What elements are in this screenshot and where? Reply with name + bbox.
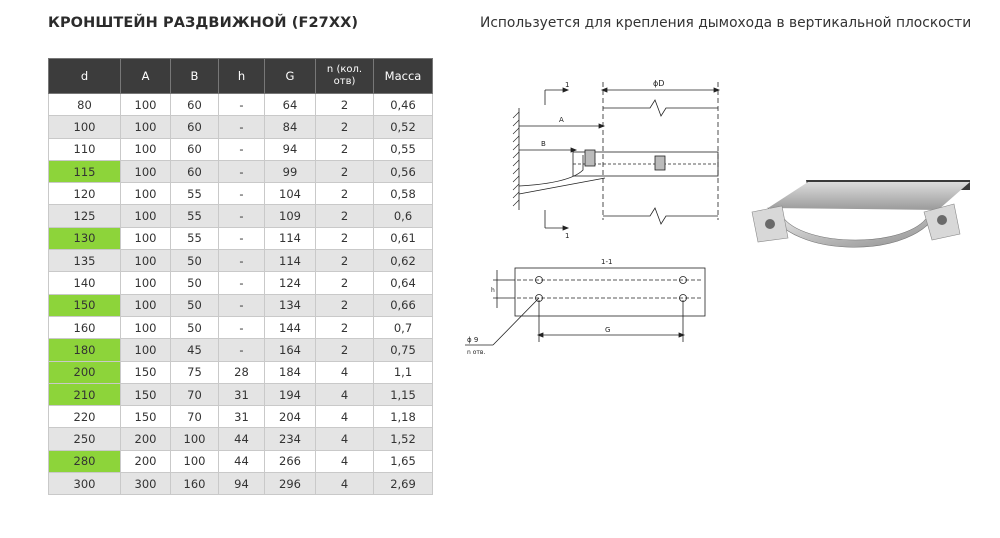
photo-top-surface: [768, 182, 970, 210]
cell-h: 28: [219, 361, 265, 383]
cell-mass: 0,46: [374, 94, 433, 116]
table-row: [49, 428, 433, 450]
label-n-holes: n отв.: [467, 349, 486, 356]
wall-hatch: [513, 112, 519, 206]
cell-n: 2: [316, 294, 374, 316]
cell-g: 114: [265, 227, 316, 249]
table-row: [49, 294, 433, 316]
cell-a: 100: [121, 205, 171, 227]
cell-n: 2: [316, 160, 374, 182]
cell-g: 64: [265, 94, 316, 116]
page-subtitle: Используется для крепления дымохода в вертикальной плоскости: [480, 15, 972, 31]
cell-mass: 1,65: [374, 450, 433, 472]
cell-d: 125: [49, 205, 121, 227]
cell-n: 4: [316, 361, 374, 383]
break-line-top: [603, 100, 718, 116]
cell-mass: 0,56: [374, 160, 433, 182]
label-b: B: [541, 140, 546, 148]
cell-mass: 0,64: [374, 272, 433, 294]
cell-n: 2: [316, 250, 374, 272]
cell-a: 100: [121, 294, 171, 316]
cell-d: 300: [49, 473, 121, 495]
cell-a: 100: [121, 116, 171, 138]
cell-a: 200: [121, 428, 171, 450]
cell-mass: 0,75: [374, 339, 433, 361]
cell-h: 31: [219, 406, 265, 428]
cell-g: 99: [265, 160, 316, 182]
cell-d: 115: [49, 160, 121, 182]
cell-mass: 0,58: [374, 183, 433, 205]
spec-table: [48, 58, 433, 495]
cell-a: 100: [121, 250, 171, 272]
table-row: [49, 227, 433, 249]
cell-h: -: [219, 205, 265, 227]
cell-a: 150: [121, 383, 171, 405]
cell-b: 60: [171, 94, 219, 116]
label-g: G: [605, 326, 611, 334]
col-header-d: d: [49, 59, 121, 94]
cell-mass: 1,15: [374, 383, 433, 405]
cell-b: 55: [171, 205, 219, 227]
table-row: [49, 361, 433, 383]
cell-b: 50: [171, 294, 219, 316]
cell-g: 234: [265, 428, 316, 450]
cell-g: 164: [265, 339, 316, 361]
cell-g: 104: [265, 183, 316, 205]
cell-b: 60: [171, 160, 219, 182]
cell-mass: 1,1: [374, 361, 433, 383]
cell-a: 100: [121, 272, 171, 294]
table-row: [49, 116, 433, 138]
cell-n: 4: [316, 383, 374, 405]
cell-mass: 0,62: [374, 250, 433, 272]
cell-n: 4: [316, 406, 374, 428]
cell-h: -: [219, 94, 265, 116]
cell-d: 135: [49, 250, 121, 272]
cell-a: 100: [121, 160, 171, 182]
cell-b: 55: [171, 227, 219, 249]
cell-n: 4: [316, 450, 374, 472]
col-header-a: A: [121, 59, 171, 94]
cell-b: 50: [171, 250, 219, 272]
table-row: [49, 316, 433, 338]
hole-leader: [493, 298, 539, 345]
table-row: [49, 250, 433, 272]
bracket-drawing: [455, 60, 735, 370]
table-row: [49, 272, 433, 294]
cell-g: 296: [265, 473, 316, 495]
cell-g: 194: [265, 383, 316, 405]
cell-n: 2: [316, 339, 374, 361]
table-row: [49, 406, 433, 428]
cell-d: 280: [49, 450, 121, 472]
cell-b: 75: [171, 361, 219, 383]
cell-b: 50: [171, 316, 219, 338]
cell-d: 150: [49, 294, 121, 316]
cell-b: 100: [171, 428, 219, 450]
label-phi-d: ϕD: [653, 79, 665, 88]
cell-h: -: [219, 339, 265, 361]
cell-a: 300: [121, 473, 171, 495]
cell-h: -: [219, 250, 265, 272]
cell-h: -: [219, 316, 265, 338]
photo-bolt-left: [765, 219, 775, 229]
cell-h: -: [219, 272, 265, 294]
cell-n: 2: [316, 227, 374, 249]
cell-h: -: [219, 160, 265, 182]
cell-g: 84: [265, 116, 316, 138]
table-row: [49, 205, 433, 227]
cell-g: 204: [265, 406, 316, 428]
photo-clamp-ring: [768, 208, 938, 247]
cell-mass: 0,55: [374, 138, 433, 160]
cell-d: 120: [49, 183, 121, 205]
table-row: [49, 450, 433, 472]
cell-a: 100: [121, 138, 171, 160]
table-body: [49, 94, 433, 495]
cell-g: 109: [265, 205, 316, 227]
cell-d: 140: [49, 272, 121, 294]
cell-a: 150: [121, 406, 171, 428]
cell-g: 114: [265, 250, 316, 272]
break-line-bottom: [603, 208, 718, 224]
table-row: [49, 138, 433, 160]
cell-g: 184: [265, 361, 316, 383]
cell-mass: 0,61: [374, 227, 433, 249]
cell-n: 2: [316, 183, 374, 205]
cell-n: 4: [316, 473, 374, 495]
cell-n: 2: [316, 316, 374, 338]
cell-n: 2: [316, 116, 374, 138]
cell-d: 130: [49, 227, 121, 249]
cell-d: 200: [49, 361, 121, 383]
cell-b: 100: [171, 450, 219, 472]
cell-g: 134: [265, 294, 316, 316]
cell-mass: 0,66: [374, 294, 433, 316]
label-phi-9: ϕ 9: [467, 336, 479, 344]
cell-mass: 2,69: [374, 473, 433, 495]
cell-d: 160: [49, 316, 121, 338]
label-section-top: 1: [565, 81, 570, 89]
label-h: h: [491, 287, 495, 294]
cell-g: 144: [265, 316, 316, 338]
cell-mass: 0,7: [374, 316, 433, 338]
label-a: A: [559, 116, 564, 124]
bracket-strut: [519, 155, 583, 186]
cell-h: -: [219, 138, 265, 160]
cell-a: 100: [121, 227, 171, 249]
cell-b: 70: [171, 383, 219, 405]
cell-mass: 1,18: [374, 406, 433, 428]
photo-bolt-right: [937, 215, 947, 225]
cell-g: 94: [265, 138, 316, 160]
col-header-b: B: [171, 59, 219, 94]
cell-d: 100: [49, 116, 121, 138]
cell-d: 220: [49, 406, 121, 428]
cell-h: 94: [219, 473, 265, 495]
cell-n: 2: [316, 138, 374, 160]
cell-h: -: [219, 227, 265, 249]
cell-d: 180: [49, 339, 121, 361]
cell-mass: 1,52: [374, 428, 433, 450]
col-header-n: n (кол. отв): [316, 59, 374, 94]
cell-n: 2: [316, 94, 374, 116]
label-section-bottom: 1: [565, 232, 570, 240]
cell-d: 250: [49, 428, 121, 450]
table-row: [49, 383, 433, 405]
bracket-photo: [748, 160, 978, 270]
cell-n: 2: [316, 205, 374, 227]
cell-d: 210: [49, 383, 121, 405]
cell-h: 44: [219, 428, 265, 450]
cell-n: 4: [316, 428, 374, 450]
bolt-right: [655, 156, 665, 170]
cell-b: 70: [171, 406, 219, 428]
cell-b: 60: [171, 116, 219, 138]
col-header-g: G: [265, 59, 316, 94]
page-title: КРОНШТЕЙН РАЗДВИЖНОЙ (F27XX): [48, 15, 359, 31]
cell-b: 45: [171, 339, 219, 361]
cell-d: 110: [49, 138, 121, 160]
cell-b: 60: [171, 138, 219, 160]
cell-b: 160: [171, 473, 219, 495]
table-row: [49, 339, 433, 361]
bolt-left: [585, 150, 595, 166]
cell-h: -: [219, 116, 265, 138]
cell-h: 31: [219, 383, 265, 405]
table-row: [49, 473, 433, 495]
cell-b: 50: [171, 272, 219, 294]
cell-a: 150: [121, 361, 171, 383]
cell-d: 80: [49, 94, 121, 116]
table-row: [49, 183, 433, 205]
cell-a: 100: [121, 183, 171, 205]
cell-a: 100: [121, 94, 171, 116]
cell-b: 55: [171, 183, 219, 205]
cell-mass: 0,52: [374, 116, 433, 138]
cell-h: -: [219, 294, 265, 316]
col-header-mass: Масса: [374, 59, 433, 94]
cell-n: 2: [316, 272, 374, 294]
label-section-view: 1-1: [601, 258, 613, 266]
cell-h: 44: [219, 450, 265, 472]
table-row: [49, 160, 433, 182]
cell-a: 100: [121, 316, 171, 338]
table-row: [49, 94, 433, 116]
plate-outline: [515, 268, 705, 316]
cell-h: -: [219, 183, 265, 205]
cell-a: 100: [121, 339, 171, 361]
cell-g: 124: [265, 272, 316, 294]
cell-g: 266: [265, 450, 316, 472]
table-header-row: [49, 59, 433, 94]
cell-a: 200: [121, 450, 171, 472]
col-header-h: h: [219, 59, 265, 94]
cell-mass: 0,6: [374, 205, 433, 227]
